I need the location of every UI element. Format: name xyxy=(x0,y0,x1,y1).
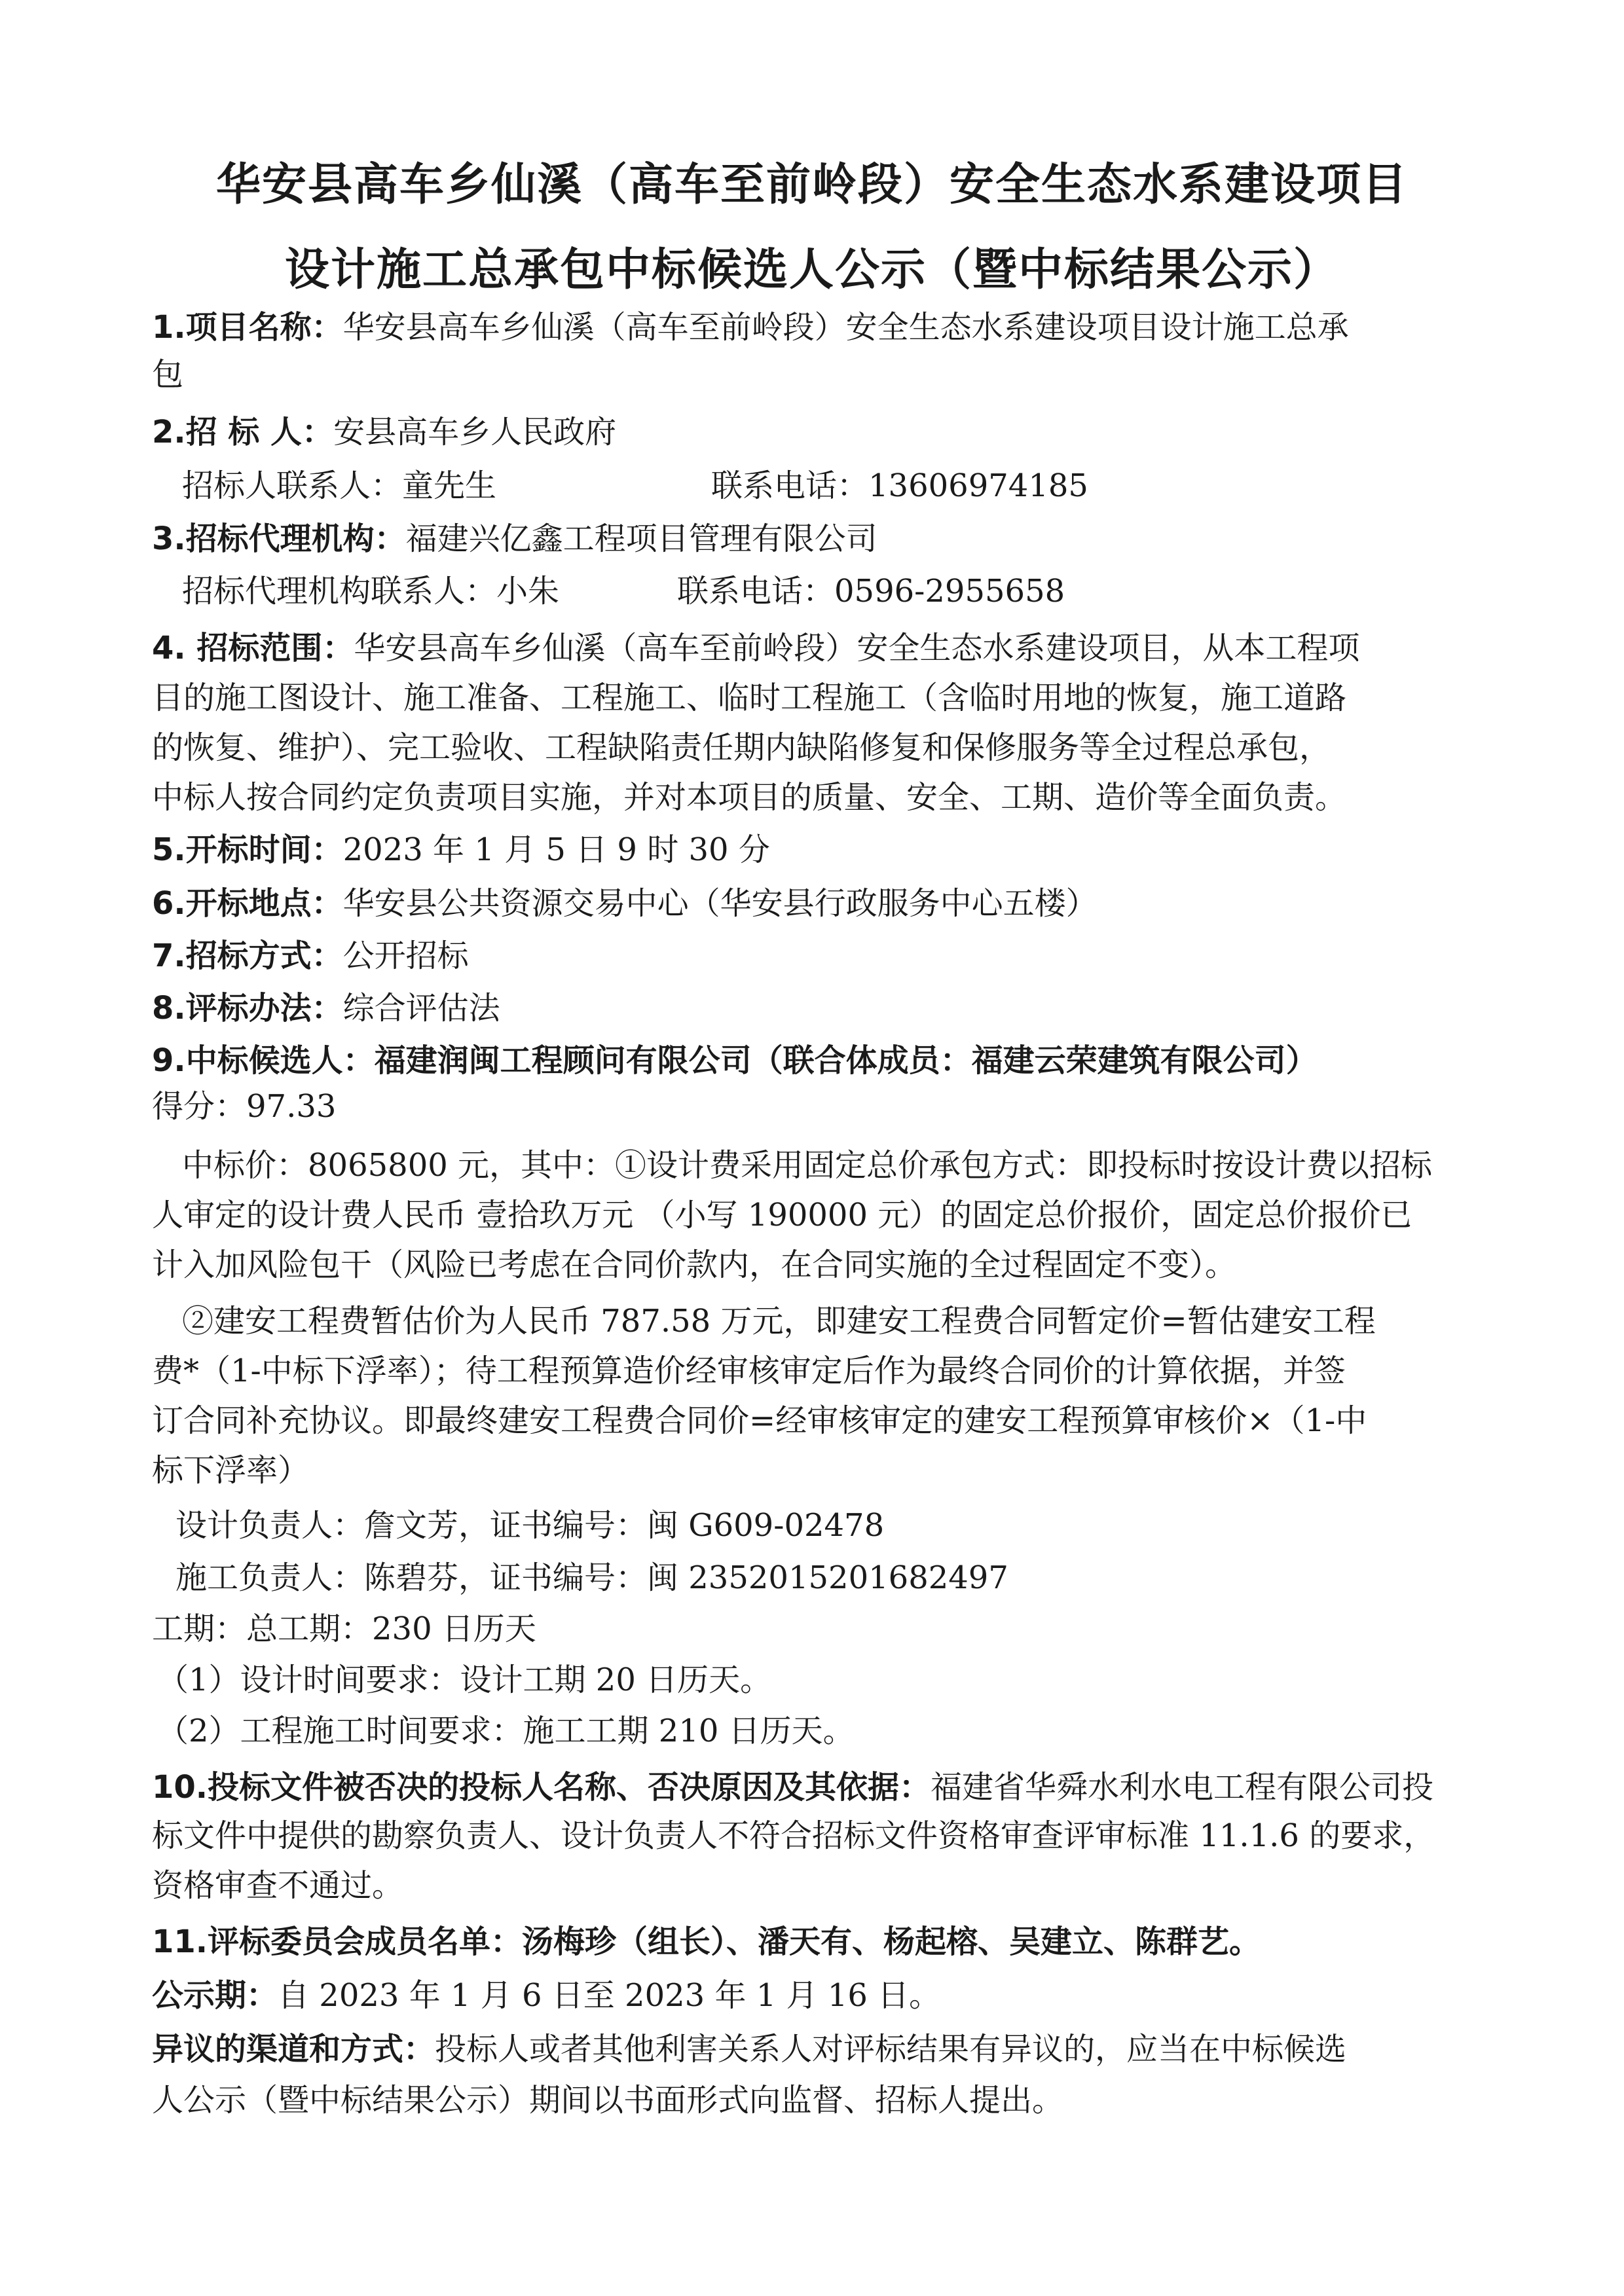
agency-value: 福建兴亿鑫工程项目管理有限公司 xyxy=(405,520,877,557)
construction-fee-line-4: 标下浮率） xyxy=(152,1452,310,1489)
tenderer-contact-line xyxy=(182,466,496,505)
section-opening-place xyxy=(152,884,1098,923)
objection-line-1: 投标人或者其他利害关系人对评标结果有异议的，应当在中标候选 xyxy=(435,2031,1347,2068)
notice-period-label: 公示期： xyxy=(152,1977,278,2014)
tenderer-label: 2.招 标 人： xyxy=(152,414,334,450)
bid-price-line-2: 人审定的设计费人民币 壹拾玖万元 （小写 190000 元）的固定总价报价，固定总价报价已 xyxy=(152,1197,1412,1233)
rejected-line-2: 标文件中提供的勘察负责人、设计负责人不符合招标文件资格审查评审标准 11.1.6 的要求， xyxy=(152,1817,1435,1854)
rejected-line-1: 福建省华舜水利水电工程有限公司投 xyxy=(931,1769,1434,1806)
scope-label: 4. 招标范围： xyxy=(152,630,354,666)
notice-period xyxy=(152,1976,940,2015)
candidate-label: 9.中标候选人： xyxy=(152,1042,375,1079)
scope-line-3: 的恢复、维护）、完工验收、工程缺陷责任期内缺陷修复和保修服务等全过程总承包， xyxy=(152,729,1331,766)
candidate-score: 得分：97.33 xyxy=(152,1088,337,1125)
objection-label: 异议的渠道和方式： xyxy=(152,2031,435,2068)
tenderer-phone-label: 联系电话： xyxy=(711,467,869,504)
objection xyxy=(152,2030,1346,2069)
scope-line-1: 华安县高车乡仙溪（高车至前岭段）安全生态水系建设项目，从本工程项 xyxy=(354,630,1360,666)
construction-lead: 施工负责人：陈碧芬，证书编号：闽 2352015201682497 xyxy=(175,1559,1008,1596)
scope-line-2: 目的施工图设计、施工准备、工程施工、临时工程施工（含临时用地的恢复，施工道路 xyxy=(152,680,1347,716)
tenderer-value: 安县高车乡人民政府 xyxy=(333,414,617,450)
opening-place-label: 6.开标地点： xyxy=(152,885,343,922)
committee-label: 11.评标委员会成员名单： xyxy=(152,1923,523,1960)
section-candidate xyxy=(152,1041,1318,1080)
section-tender-method xyxy=(152,936,469,975)
design-lead: 设计负责人：詹文芳，证书编号：闽 G609-02478 xyxy=(175,1507,885,1544)
construction-fee-line-1: ②建安工程费暂估价为人民币 787.58 万元，即建安工程费合同暂定价=暂估建安工程 xyxy=(182,1303,1376,1339)
agency-phone: 0596-2955658 xyxy=(834,573,1065,610)
agency-phone-label: 联系电话： xyxy=(677,573,835,610)
design-period: （1）设计时间要求：设计工期 20 日历天。 xyxy=(157,1662,772,1698)
agency-contact-line xyxy=(182,572,559,611)
section-tenderer xyxy=(152,412,616,452)
section-rejected xyxy=(152,1768,1433,1807)
opening-place-value: 华安县公共资源交易中心（华安县行政服务中心五楼） xyxy=(342,885,1098,922)
objection-line-2: 人公示（暨中标结果公示）期间以书面形式向监督、招标人提出。 xyxy=(152,2082,1064,2119)
rejected-line-3: 资格审查不通过。 xyxy=(152,1867,404,1904)
agency-label: 3.招标代理机构： xyxy=(152,520,406,557)
total-period: 工期：总工期：230 日历天 xyxy=(152,1611,536,1647)
project-name-label: 1.项目名称： xyxy=(152,309,343,346)
notice-period-value: 自 2023 年 1 月 6 日至 2023 年 1 月 16 日。 xyxy=(278,1977,941,2014)
tender-method-value: 公开招标 xyxy=(342,938,469,974)
committee-members: 汤梅珍（组长）、潘天有、杨起榕、吴建立、陈群艺。 xyxy=(522,1923,1261,1960)
construction-period: （2）工程施工时间要求：施工工期 210 日历天。 xyxy=(157,1713,855,1749)
section-scope xyxy=(152,629,1359,668)
rejected-label: 10.投标文件被否决的投标人名称、否决原因及其依据： xyxy=(152,1769,931,1806)
section-project-name xyxy=(152,308,1349,347)
document-title-line1: 华安县高车乡仙溪（高车至前岭段）安全生态水系建设项目 xyxy=(215,159,1408,211)
section-committee xyxy=(152,1922,1261,1961)
scope-line-4: 中标人按合同约定负责项目实施，并对本项目的质量、安全、工期、造价等全面负责。 xyxy=(152,779,1347,816)
tenderer-phone-line xyxy=(711,466,1088,505)
candidate-value: 福建润闽工程顾问有限公司（联合体成员：福建云荣建筑有限公司） xyxy=(374,1042,1318,1079)
tender-method-label: 7.招标方式： xyxy=(152,938,343,974)
project-name-continued: 包 xyxy=(152,356,184,393)
tenderer-contact-label: 招标人联系人： xyxy=(182,467,403,504)
opening-time-value: 2023 年 1 月 5 日 9 时 30 分 xyxy=(342,831,770,868)
project-name-value: 华安县高车乡仙溪（高车至前岭段）安全生态水系建设项目设计施工总承 xyxy=(342,309,1349,346)
evaluation-method-label: 8.评标办法： xyxy=(152,990,343,1027)
opening-time-label: 5.开标时间： xyxy=(152,831,343,868)
tenderer-phone: 13606974185 xyxy=(868,467,1088,504)
construction-fee-line-3: 订合同补充协议。即最终建安工程费合同价=经审核审定的建安工程预算审核价×（1-中 xyxy=(152,1402,1367,1439)
tenderer-contact: 童先生 xyxy=(402,467,497,504)
agency-contact-label: 招标代理机构联系人： xyxy=(182,573,497,610)
document-title-line2: 设计施工总承包中标候选人公示（暨中标结果公示） xyxy=(284,244,1339,296)
bid-price-line-3: 计入加风险包干（风险已考虑在合同价款内，在合同实施的全过程固定不变）。 xyxy=(152,1247,1237,1283)
evaluation-method-value: 综合评估法 xyxy=(342,990,500,1027)
bid-price-line-1: 中标价：8065800 元，其中：①设计费采用固定总价承包方式：即投标时按设计费以招标 xyxy=(182,1147,1433,1184)
section-agency xyxy=(152,519,877,558)
section-opening-time xyxy=(152,830,770,869)
agency-contact: 小朱 xyxy=(496,573,560,610)
agency-phone-line xyxy=(677,572,1065,611)
construction-fee-line-2: 费*（1-中标下浮率）；待工程预算造价经审核审定后作为最终合同价的计算依据，并签 xyxy=(152,1353,1346,1389)
section-evaluation-method xyxy=(152,989,500,1028)
